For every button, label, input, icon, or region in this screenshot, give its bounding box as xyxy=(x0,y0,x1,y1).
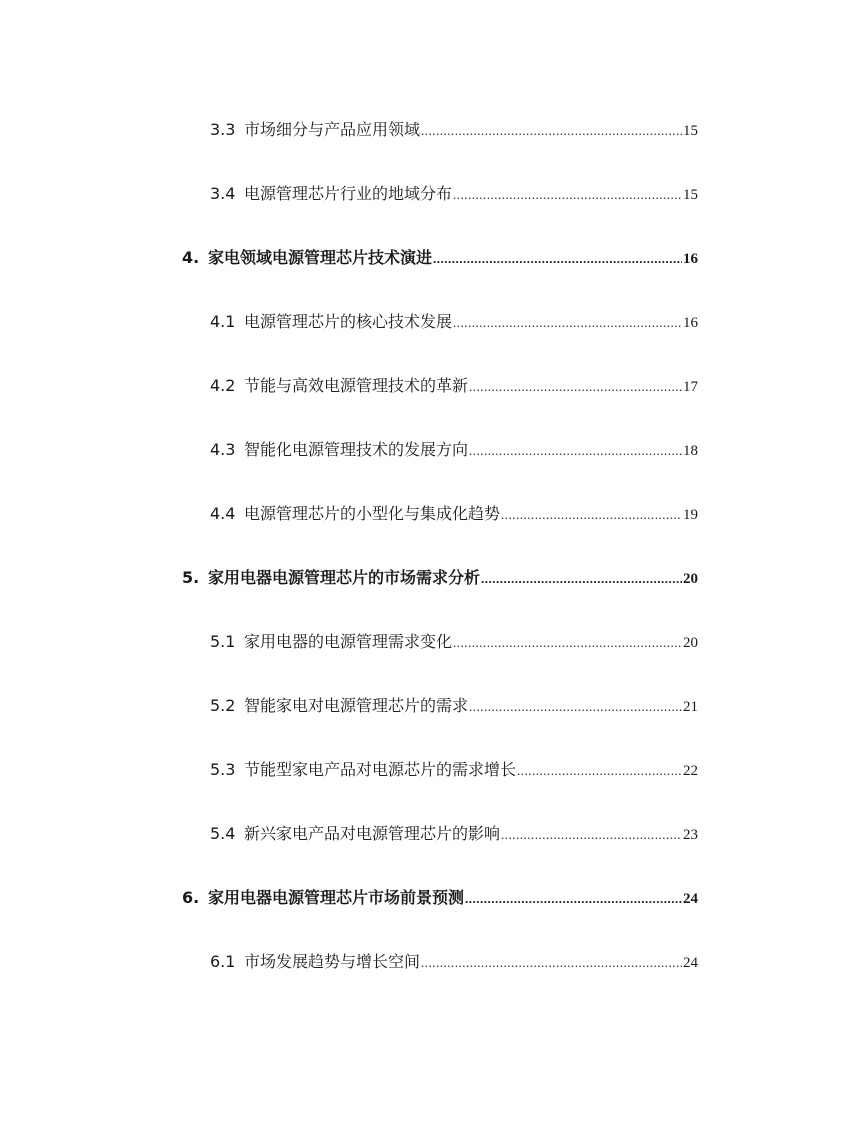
toc-entry-number: 4.2 xyxy=(210,376,236,395)
toc-entry-page: 24 xyxy=(683,955,698,971)
toc-entry-3-4[interactable] xyxy=(210,182,698,206)
toc-entry-title: 电源管理芯片行业的地域分布 xyxy=(244,184,453,203)
dot-leader xyxy=(517,759,682,783)
dot-leader xyxy=(501,823,682,847)
toc-entry-4-3[interactable] xyxy=(210,438,698,462)
toc-entry-chapter-4[interactable] xyxy=(182,246,698,270)
toc-entry-number: 3.3 xyxy=(210,120,236,139)
toc-entry-number: 3.4 xyxy=(210,184,236,203)
toc-entry-page: 21 xyxy=(683,699,698,715)
toc-entry-number: 4.3 xyxy=(210,440,236,459)
toc-entry-page: 15 xyxy=(683,123,698,139)
toc-entry-number: 6.1 xyxy=(210,952,236,971)
toc-entry-title: 节能与高效电源管理技术的革新 xyxy=(244,376,469,395)
dot-leader xyxy=(453,311,682,335)
dot-leader xyxy=(453,183,682,207)
toc-entry-4-1[interactable] xyxy=(210,310,698,334)
toc-entry-page: 15 xyxy=(683,187,698,203)
toc-entry-4-2[interactable] xyxy=(210,374,698,398)
toc-entry-title: 智能化电源管理技术的发展方向 xyxy=(244,440,469,459)
toc-entry-page: 22 xyxy=(683,763,698,779)
toc-entry-title: 节能型家电产品对电源芯片的需求增长 xyxy=(244,760,517,779)
toc-entry-number: 4. xyxy=(182,248,200,267)
toc-entry-title: 电源管理芯片的小型化与集成化趋势 xyxy=(244,504,501,523)
toc-entry-chapter-5[interactable] xyxy=(182,566,698,590)
toc-entry-number: 5.3 xyxy=(210,760,236,779)
toc-entry-title: 家电领域电源管理芯片技术演进 xyxy=(208,248,433,267)
toc-entry-page: 23 xyxy=(683,827,698,843)
dot-leader xyxy=(501,503,682,527)
toc-entry-page: 20 xyxy=(683,635,698,651)
toc-entry-6-1[interactable] xyxy=(210,950,698,974)
toc-entry-title: 市场发展趋势与增长空间 xyxy=(244,952,421,971)
toc-entry-number: 5.2 xyxy=(210,696,236,715)
toc-entry-number: 4.1 xyxy=(210,312,236,331)
toc-entry-page: 18 xyxy=(683,443,698,459)
toc-entry-number: 6. xyxy=(182,888,200,907)
toc-entry-number: 5.4 xyxy=(210,824,236,843)
toc-entry-chapter-6[interactable] xyxy=(182,886,698,910)
dot-leader xyxy=(465,887,682,911)
toc-entry-number: 4.4 xyxy=(210,504,236,523)
dot-leader xyxy=(481,567,682,591)
dot-leader xyxy=(469,439,682,463)
toc-entry-title: 家用电器电源管理芯片的市场需求分析 xyxy=(208,568,481,587)
toc-entry-page: 16 xyxy=(683,315,698,331)
dot-leader xyxy=(469,375,682,399)
toc-entry-page: 19 xyxy=(683,507,698,523)
dot-leader xyxy=(433,247,682,271)
toc-entry-title: 新兴家电产品对电源管理芯片的影响 xyxy=(244,824,501,843)
toc-entry-title: 市场细分与产品应用领域 xyxy=(244,120,421,139)
toc-entry-page: 20 xyxy=(683,571,698,587)
toc-entry-5-4[interactable] xyxy=(210,822,698,846)
toc-entry-page: 24 xyxy=(683,891,698,907)
toc-entry-5-3[interactable] xyxy=(210,758,698,782)
toc-entry-page: 16 xyxy=(683,251,698,267)
dot-leader xyxy=(469,695,682,719)
toc-entry-5-2[interactable] xyxy=(210,694,698,718)
toc-entry-4-4[interactable] xyxy=(210,502,698,526)
dot-leader xyxy=(421,119,682,143)
toc-entry-3-3[interactable] xyxy=(210,118,698,142)
toc-entry-page: 17 xyxy=(683,379,698,395)
toc-entry-title: 电源管理芯片的核心技术发展 xyxy=(244,312,453,331)
toc-entry-title: 智能家电对电源管理芯片的需求 xyxy=(244,696,469,715)
dot-leader xyxy=(453,631,682,655)
toc-entry-number: 5.1 xyxy=(210,632,236,651)
dot-leader xyxy=(421,951,682,975)
toc-entry-title: 家用电器的电源管理需求变化 xyxy=(244,632,453,651)
toc-entry-5-1[interactable] xyxy=(210,630,698,654)
toc-entry-title: 家用电器电源管理芯片市场前景预测 xyxy=(208,888,465,907)
toc-entry-number: 5. xyxy=(182,568,200,587)
